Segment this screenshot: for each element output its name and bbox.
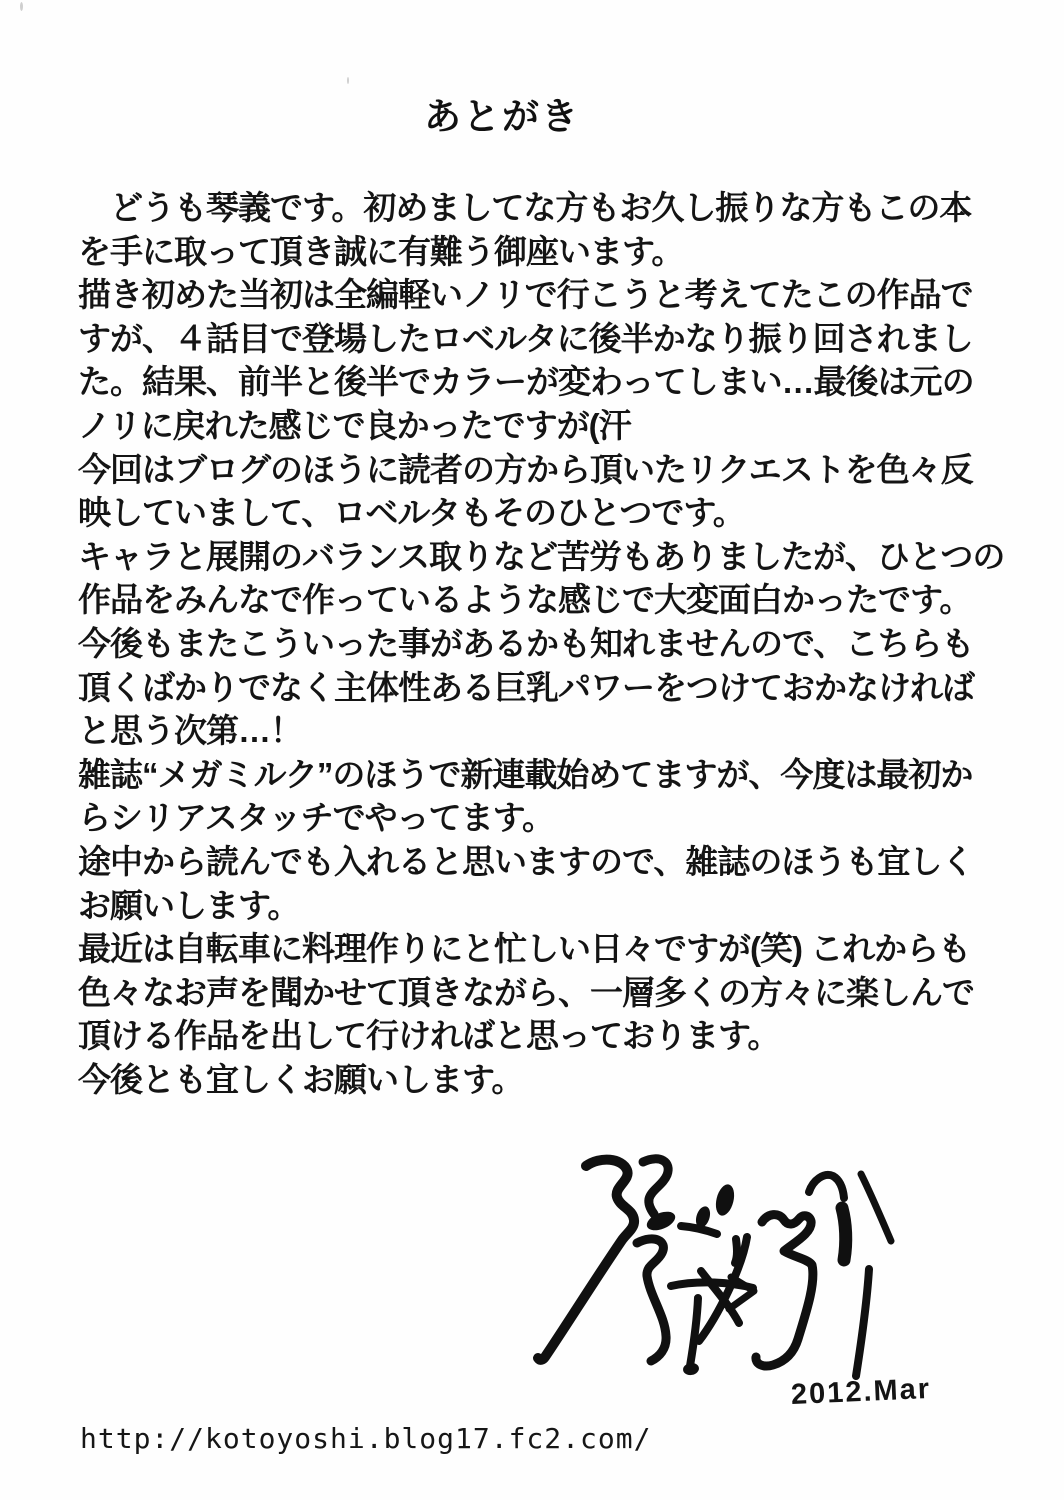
signature-date: 2012.Mar (790, 1372, 932, 1412)
body-line: キャラと展開のバランス取りなど苦労もありましたが、ひとつの (78, 537, 1005, 575)
page-title: あとがき (424, 96, 580, 137)
body-line: た。結果、前半と後半でカラーが変わってしまい…最後は元の (78, 363, 974, 401)
body-line: を手に取って頂き誠に有難う御座います。 (78, 232, 684, 270)
body-line: らシリアスタッチでやってます。 (78, 799, 555, 837)
body-line: 今回はブログのほうに読者の方から頂いたリクエストを色々反 (78, 450, 973, 488)
scan-speck (20, 2, 23, 11)
body-line: 最近は自転車に料理作りにと忙しい日々ですが(笑) これからも (78, 930, 971, 968)
body-line: どうも琴義です。初めましてな方もお久し振りな方もこの本 (78, 189, 972, 226)
body-line: 頂くばかりでなく主体性ある巨乳パワーをつけておかなければ (78, 668, 974, 706)
body-line: 作品をみんなで作っているような感じで大変面白かったです。 (78, 581, 972, 619)
body-line: 雑誌“メガミルク”のほうで新連載始めてますが、今度は最初か (78, 755, 973, 793)
body-line: ノリに戻れた感じで良かったですが(汗 (78, 406, 631, 444)
body-line: 今後もまたこういった事があるかも知れませんので、こちらも (78, 624, 974, 662)
body-line: すが、４話目で登場したロベルタに後半かなり振り回されまし (78, 319, 973, 357)
body-line: 頂ける作品を出して行ければと思っております。 (78, 1017, 780, 1055)
body-line: 途中から読んでも入れると思いますので、雑誌のほうも宜しく (78, 842, 974, 880)
body-line: 描き初めた当初は全編軽いノリで行こうと考えてたこの作品で (78, 276, 973, 314)
body-line: 色々なお声を聞かせて頂きながら、一層多くの方々に楽しんで (78, 973, 974, 1011)
blog-url: http://kotoyoshi.blog17.fc2.com/ (80, 1422, 652, 1455)
scan-speck (347, 77, 349, 84)
body-line: 映していまして、ロベルタもそのひとつです。 (78, 494, 745, 532)
body-line: 今後とも宜しくお願いします。 (78, 1060, 524, 1098)
afterword-body (78, 186, 1004, 1101)
body-line: と思う次第…！ (78, 712, 302, 750)
body-line: お願いします。 (78, 886, 300, 924)
